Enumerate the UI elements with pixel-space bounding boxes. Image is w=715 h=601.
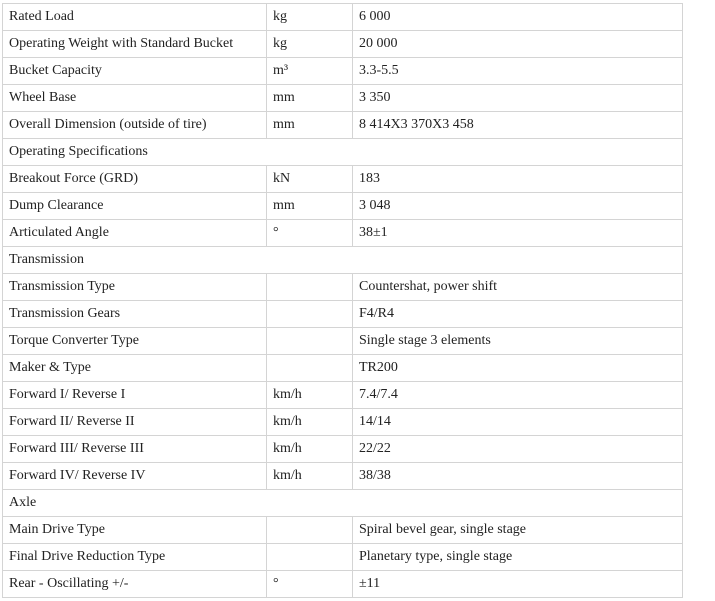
section-heading: Transmission [3,247,683,274]
value-cell: 6 000 [353,4,683,31]
value-cell: Spiral bevel gear, single stage [353,517,683,544]
param-cell: Rated Load [3,4,267,31]
value-cell: ±11 [353,571,683,598]
param-cell: Operating Weight with Standard Bucket [3,31,267,58]
unit-cell: m³ [267,58,353,85]
unit-cell: kg [267,4,353,31]
value-cell: 8 414X3 370X3 458 [353,112,683,139]
value-cell: 183 [353,166,683,193]
param-cell: Wheel Base [3,85,267,112]
unit-cell: km/h [267,436,353,463]
value-cell: 3.3-5.5 [353,58,683,85]
param-cell: Main Drive Type [3,517,267,544]
value-cell: 20 000 [353,31,683,58]
unit-cell: km/h [267,409,353,436]
unit-cell: kN [267,166,353,193]
value-cell: Single stage 3 elements [353,328,683,355]
param-cell: Bucket Capacity [3,58,267,85]
param-cell: Breakout Force (GRD) [3,166,267,193]
table-row [3,463,683,490]
param-cell: Forward III/ Reverse III [3,436,267,463]
param-cell: Torque Converter Type [3,328,267,355]
table-row [3,436,683,463]
unit-cell: kg [267,31,353,58]
table-row [3,58,683,85]
table-row [3,31,683,58]
table-row [3,382,683,409]
table-row [3,220,683,247]
section-row [3,139,683,166]
table-row [3,409,683,436]
unit-cell [267,274,353,301]
table-row [3,112,683,139]
table-row [3,301,683,328]
spec-table-body [3,4,683,598]
spec-table [2,3,683,598]
table-row [3,193,683,220]
unit-cell: mm [267,193,353,220]
param-cell: Final Drive Reduction Type [3,544,267,571]
param-cell: Transmission Gears [3,301,267,328]
unit-cell [267,517,353,544]
param-cell: Articulated Angle [3,220,267,247]
unit-cell: ° [267,220,353,247]
param-cell: Forward II/ Reverse II [3,409,267,436]
section-heading: Axle [3,490,683,517]
unit-cell: km/h [267,463,353,490]
value-cell: Planetary type, single stage [353,544,683,571]
unit-cell [267,355,353,382]
section-heading: Operating Specifications [3,139,683,166]
param-cell: Forward IV/ Reverse IV [3,463,267,490]
table-row [3,544,683,571]
table-row [3,166,683,193]
table-row [3,4,683,31]
table-row [3,274,683,301]
value-cell: 7.4/7.4 [353,382,683,409]
section-row [3,490,683,517]
param-cell: Maker & Type [3,355,267,382]
param-cell: Forward I/ Reverse I [3,382,267,409]
value-cell: TR200 [353,355,683,382]
value-cell: Countershat, power shift [353,274,683,301]
value-cell: 38±1 [353,220,683,247]
value-cell: 14/14 [353,409,683,436]
table-row [3,328,683,355]
table-row [3,85,683,112]
value-cell: 3 350 [353,85,683,112]
table-row [3,517,683,544]
param-cell: Overall Dimension (outside of tire) [3,112,267,139]
param-cell: Dump Clearance [3,193,267,220]
unit-cell [267,544,353,571]
value-cell: 38/38 [353,463,683,490]
section-row [3,247,683,274]
param-cell: Transmission Type [3,274,267,301]
value-cell: 22/22 [353,436,683,463]
unit-cell: ° [267,571,353,598]
value-cell: 3 048 [353,193,683,220]
unit-cell: mm [267,85,353,112]
unit-cell: km/h [267,382,353,409]
unit-cell [267,328,353,355]
param-cell: Rear - Oscillating +/- [3,571,267,598]
table-row [3,355,683,382]
value-cell: F4/R4 [353,301,683,328]
unit-cell: mm [267,112,353,139]
table-row [3,571,683,598]
unit-cell [267,301,353,328]
